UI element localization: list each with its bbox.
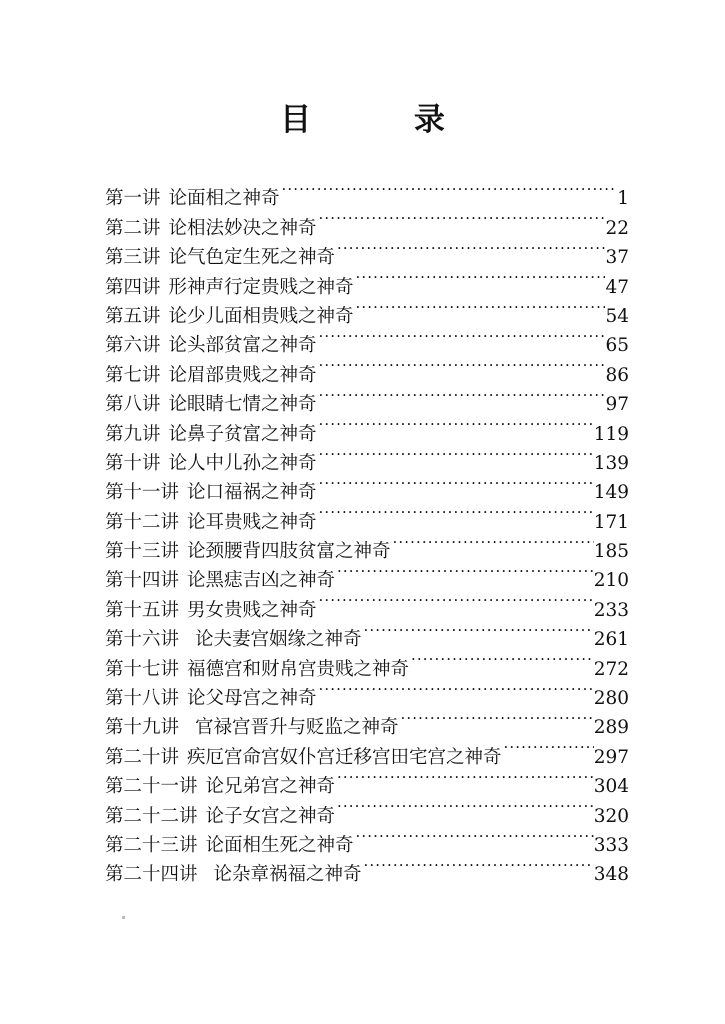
toc-page-number: 304 [593,776,629,798]
dot-leader [317,675,594,704]
toc-page-number: 1 [617,188,629,210]
table-of-contents [105,175,629,886]
dot-leader [317,381,606,410]
toc-entry[interactable] [105,645,629,680]
dot-leader [354,822,594,851]
toc-chapter-number: 第十四讲 [105,570,180,592]
toc-chapter-number: 第八讲 [105,394,161,416]
toc-page-number: 333 [593,834,629,856]
toc-topic: 形神声行定贵贱之神奇 [168,276,354,298]
toc-entry[interactable] [105,586,629,621]
dot-leader [354,263,606,292]
toc-chapter-number: 第二十一讲 [105,776,198,798]
dot-leader [317,469,594,498]
dot-leader [280,175,618,204]
toc-chapter-number: 第十三讲 [105,541,180,563]
toc-page-number: 261 [593,629,629,651]
toc-topic: 福德宫和财帛宫贵贱之神奇 [187,658,410,680]
dot-leader [317,351,606,380]
toc-page-number: 171 [593,511,629,533]
toc-page-number: 272 [593,658,629,680]
toc-chapter-number: 第十六讲 [105,629,180,651]
toc-page-number: 210 [593,570,629,592]
toc-entry[interactable] [105,528,629,563]
toc-topic: 论相法妙决之神奇 [168,217,317,239]
toc-topic: 论颈腰背四肢贫富之神奇 [187,541,391,563]
toc-page-number: 47 [605,276,629,298]
toc-chapter-number: 第九讲 [105,423,161,445]
dot-leader [317,586,594,615]
dot-leader [317,498,594,527]
toc-page-number: 37 [605,247,629,269]
toc-entry[interactable] [105,675,629,710]
toc-topic: 男女贵贱之神奇 [187,599,317,621]
toc-chapter-number: 第一讲 [105,188,161,210]
toc-page-number: 233 [593,599,629,621]
toc-chapter-number: 第二十三讲 [105,834,198,856]
toc-chapter-number: 第三讲 [105,247,161,269]
toc-page-number: 280 [593,688,629,710]
toc-topic: 论杂章祸福之神奇 [213,864,362,886]
toc-topic: 论气色定生死之神奇 [168,247,336,269]
toc-topic: 论眼睛七情之神奇 [168,394,317,416]
dot-leader [335,792,594,821]
toc-chapter-number: 第二十二讲 [105,805,198,827]
toc-chapter-number: 第二十讲 [105,746,180,768]
toc-chapter-number: 第十七讲 [105,658,180,680]
dot-leader [317,204,606,233]
toc-page-number: 65 [605,335,629,357]
toc-entry[interactable] [105,557,629,592]
toc-topic: 论人中儿孙之神奇 [168,452,317,474]
toc-page-number: 289 [593,717,629,739]
toc-page-number: 86 [605,364,629,386]
dot-leader [317,410,594,439]
toc-topic: 论鼻子贫富之神奇 [168,423,317,445]
toc-topic: 论黑痣吉凶之神奇 [187,570,336,592]
toc-entry[interactable] [105,175,629,210]
toc-chapter-number: 第四讲 [105,276,161,298]
toc-chapter-number: 第二讲 [105,217,161,239]
toc-topic: 论眉部贵贱之神奇 [168,364,317,386]
toc-chapter-number: 第二十四讲 [105,864,198,886]
toc-chapter-number: 第十讲 [105,452,161,474]
toc-topic: 论口福祸之神奇 [187,482,317,504]
toc-page-number: 139 [593,452,629,474]
toc-topic: 论少儿面相贵贱之神奇 [168,305,354,327]
dot-leader [317,322,606,351]
dot-leader [399,704,594,733]
toc-chapter-number: 第十八讲 [105,688,180,710]
toc-page-number: 119 [593,423,629,445]
toc-entry[interactable] [105,763,629,798]
toc-chapter-number: 第十二讲 [105,511,180,533]
dot-leader [502,733,594,762]
toc-page-number: 97 [605,394,629,416]
toc-chapter-number: 第七讲 [105,364,161,386]
dot-leader [362,616,594,645]
toc-entry[interactable] [105,616,629,651]
dot-leader [335,557,594,586]
dot-leader [317,440,594,469]
toc-topic: 官禄宫晋升与贬监之神奇 [195,717,399,739]
toc-topic: 论兄弟宫之神奇 [205,776,336,798]
dot-leader [354,293,606,322]
toc-page-number: 22 [605,217,629,239]
toc-chapter-number: 第十九讲 [105,717,180,739]
toc-page-number: 320 [593,805,629,827]
toc-chapter-number: 第十五讲 [105,599,180,621]
dot-leader [391,528,594,557]
toc-topic: 论夫妻宫姻缘之神奇 [195,629,362,651]
dot-leader [335,763,594,792]
toc-chapter-number: 第五讲 [105,305,161,327]
toc-topic: 论面相生死之神奇 [205,834,354,856]
toc-topic: 疾厄宫命宫奴仆宫迁移宫田宅宫之神奇 [187,746,502,768]
dot-leader [362,851,594,880]
dot-leader [409,645,594,674]
toc-topic: 论耳贵贱之神奇 [187,511,317,533]
toc-topic: 论头部贫富之神奇 [168,335,317,357]
dot-leader [335,234,605,263]
scan-speck [122,916,125,919]
toc-chapter-number: 第十一讲 [105,482,180,504]
page-title: 目 录 [280,102,491,138]
toc-topic: 论面相之神奇 [168,188,280,210]
toc-page-number: 348 [593,864,629,886]
toc-chapter-number: 第六讲 [105,335,161,357]
toc-page-number: 297 [593,746,629,768]
toc-topic: 论父母宫之神奇 [187,688,317,710]
toc-entry[interactable] [105,498,629,533]
toc-entry[interactable] [105,704,629,739]
toc-topic: 论子女宫之神奇 [205,805,336,827]
toc-page-number: 149 [593,482,629,504]
toc-page-number: 185 [593,541,629,563]
toc-page-number: 54 [605,305,629,327]
